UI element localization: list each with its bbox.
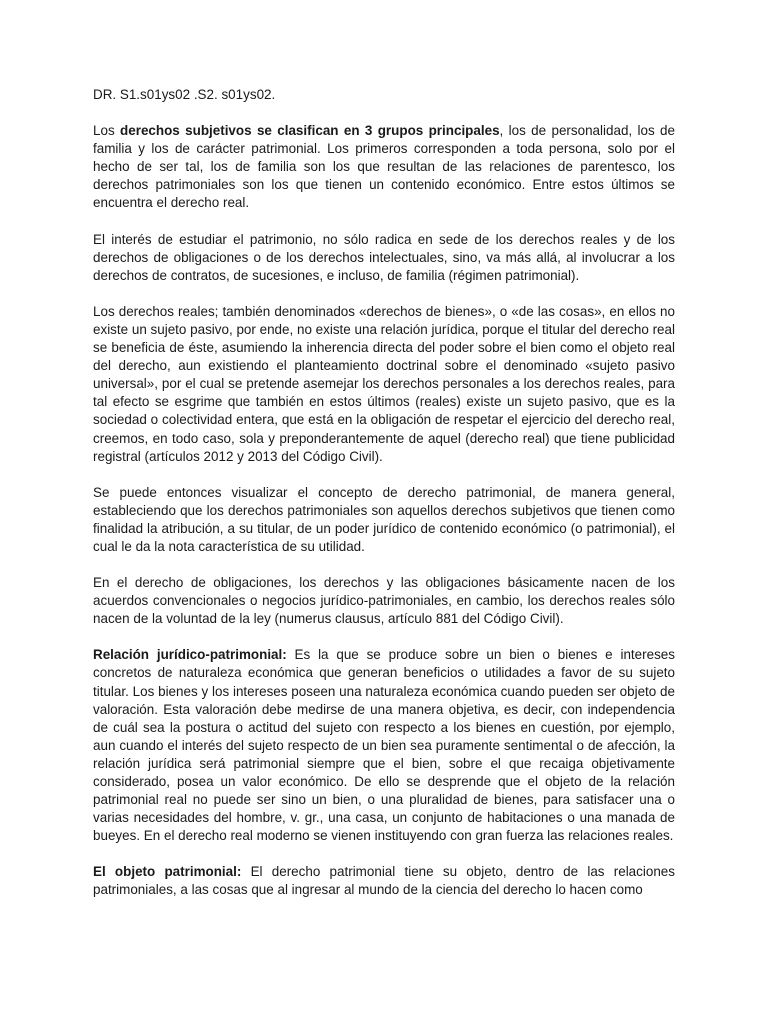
- paragraph-text: Es la que se produce sobre un bien o bienes e intereses concretos de naturaleza económica que generan beneficios o utilidades a favor de su sujeto titular. Los bienes y los intereses poseen una naturaleza económica cuando pueden ser objeto de valoración. Esta valoración debe medirse de una manera objetiva, es decir, con independencia de cuál sea la postura o actitud del sujeto con respecto a los bienes en cuestión, por ejemplo, aun cuando el interés del sujeto respecto de un bien sea puramente sentimental o de afección, la relación jurídica será patrimonial siempre que el bien, sobre el que recaiga objetivamente considerado, posea un valor económico. De ello se desprende que el objeto de la relación patrimonial real no puede ser sino un bien, o una pluralidad de bienes, para satisfacer una o varias necesidades del hombre, v. gr., una casa, un conjunto de habitaciones o una manada de bueyes. En el derecho real moderno se vienen instituyendo con gran fuerza las relaciones reales.: [93, 647, 675, 844]
- paragraph-derechos-subjetivos: [93, 122, 675, 212]
- paragraph-relacion-juridico-patrimonial: [93, 646, 675, 845]
- section-heading: Relación jurídico-patrimonial:: [93, 647, 287, 663]
- paragraph-concepto-patrimonial: Se puede entonces visualizar el concepto de derecho patrimonial, de manera general, estableciendo que los derechos patrimoniales son aquellos derechos subjetivos que tienen como finalidad la atribución, a su titular, de un poder jurídico de contenido económico (o patrimonial), el cual le da la nota característica de su utilidad.: [93, 484, 675, 554]
- paragraph-interes-patrimonio: El interés de estudiar el patrimonio, no sólo radica en sede de los derechos reales y de los derechos de obligaciones o de los derechos intelectuales, sino, va más allá, al involucrar a los derechos de contratos, de sucesiones, e incluso, de familia (régimen patrimonial).: [93, 231, 675, 283]
- paragraph-text: Los: [93, 123, 121, 139]
- paragraph-text: El derecho patrimonial tiene su objeto, dentro de las relaciones patrimoniales, a las cosas que al ingresar al mundo de la ciencia del derecho lo hacen como: [93, 864, 675, 898]
- section-heading: El objeto patrimonial:: [93, 864, 242, 880]
- document-page: [93, 86, 675, 918]
- bold-phrase: derechos subjetivos se clasifican en 3 grupos principales: [120, 123, 500, 139]
- document-header: DR. S1.s01ys02 .S2. s01ys02.: [93, 87, 276, 102]
- paragraph-derecho-obligaciones: En el derecho de obligaciones, los derechos y las obligaciones básicamente nacen de los acuerdos convencionales o negocios jurídico-patrimoniales, en cambio, los derechos reales sólo nacen de la voluntad de la ley (numerus clausus, artículo 881 del Código Civil).: [93, 575, 675, 627]
- paragraph-derechos-reales: Los derechos reales; también denominados «derechos de bienes», o «de las cosas», en ellos no existe un sujeto pasivo, por ende, no existe una relación jurídica, porque el titular del derecho real se beneficia de éste, asumiendo la inherencia directa del poder sobre el bien como el objeto real del derecho, aun existiendo el planteamiento doctrinal sobre el denominado «sujeto pasivo universal», por el cual se pretende asemejar los derechos personales a los derechos reales, para tal efecto se esgrime que también en estos últimos (reales) existe un sujeto pasivo, que es la sociedad o colectividad entera, que está en la obligación de respetar el ejercicio del derecho real, creemos, en todo caso, sola y preponderantemente de aquel (derecho real) que tiene publicidad registral (artículos 2012 y 2013 del Código Civil).: [93, 303, 675, 464]
- paragraph-objeto-patrimonial: [93, 863, 675, 899]
- paragraph-text: , los de personalidad, los de familia y los de carácter patrimonial. Los primeros corresponden a toda persona, solo por el hecho de ser tal, los de familia son los que resultan de las relaciones de parentesco, los derechos patrimoniales son los que tienen un contenido económico. Entre estos últimos se encuentra el derecho real.: [93, 123, 675, 211]
